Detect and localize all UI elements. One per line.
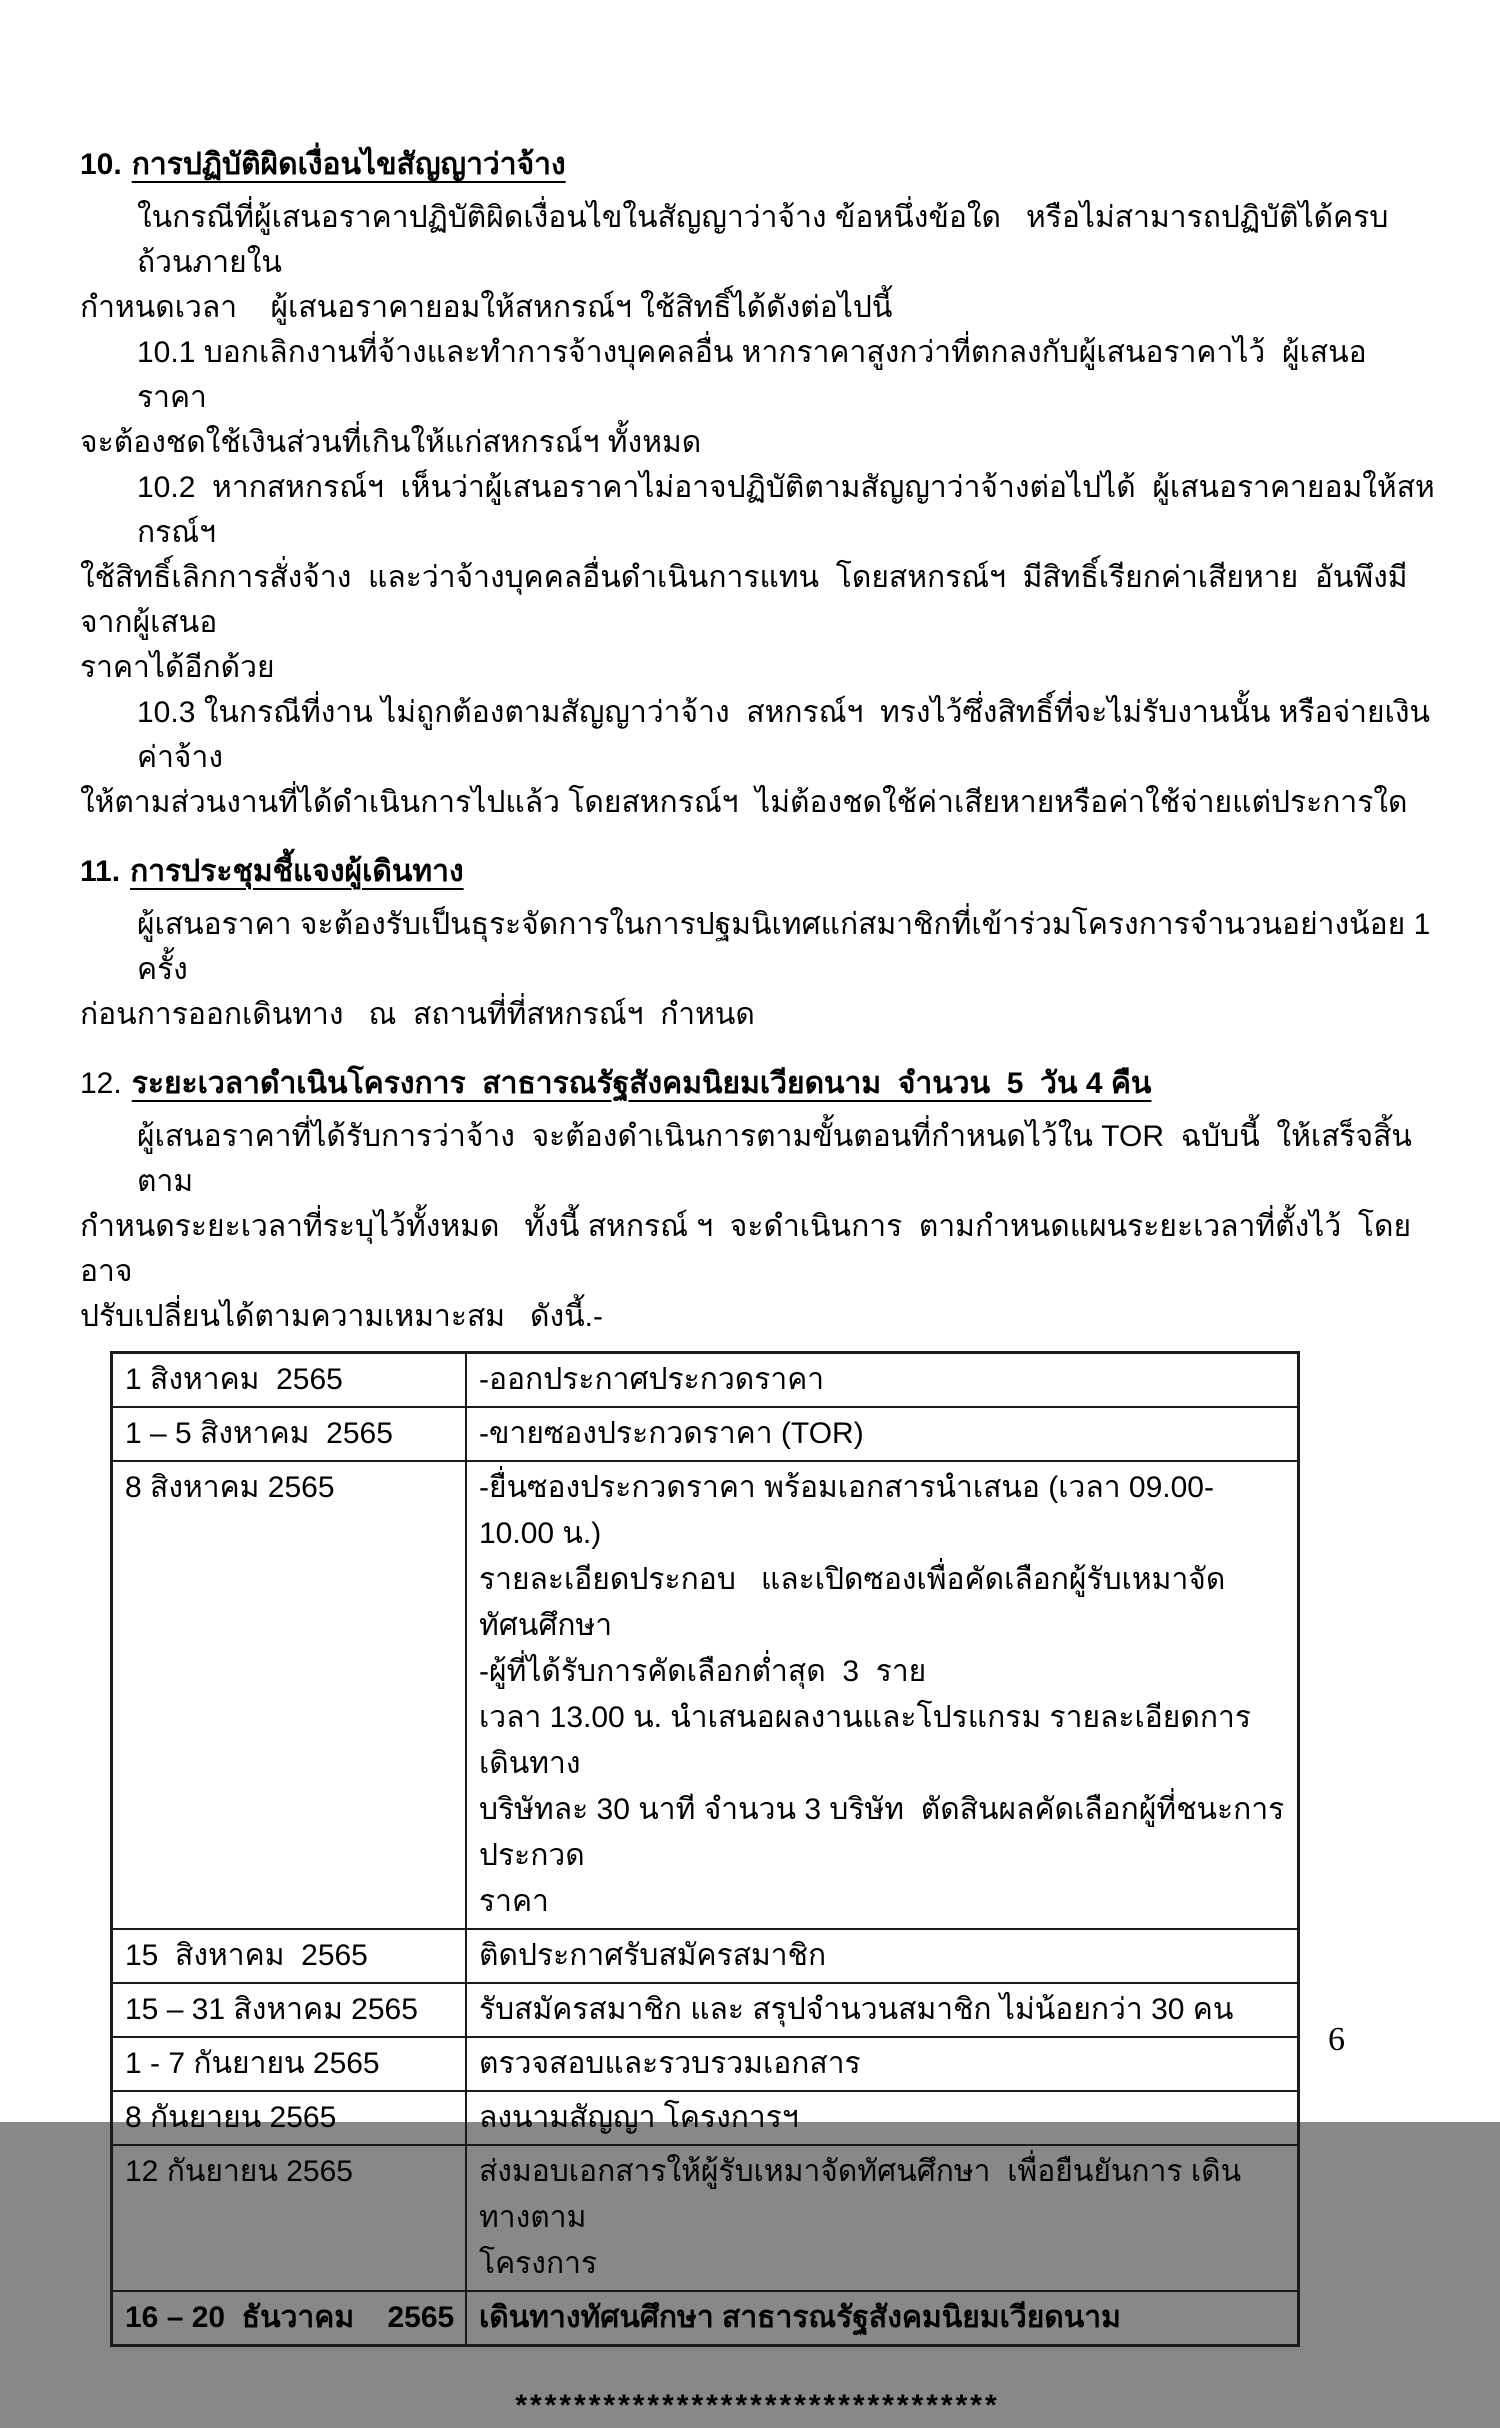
date-cell xyxy=(112,2145,467,2291)
section-11-title: การประชุมชี้แจงผู้เดินทาง xyxy=(130,855,464,888)
cell-line: รายละเอียดประกอบ และเปิดซองเพื่อคัดเลือกผู้รับเหมาจัดทัศนศึกษา xyxy=(479,1563,1226,1642)
paragraph-line: จะต้องชดใช้เงินส่วนที่เกินให้แก่สหกรณ์ฯ ทั้งหมด xyxy=(80,426,702,459)
date-cell xyxy=(112,1407,467,1461)
cell-line: โครงการ xyxy=(479,2247,598,2280)
detail-cell xyxy=(466,1407,1299,1461)
date-cell xyxy=(112,1929,467,1983)
detail-cell xyxy=(466,1353,1299,1408)
detail-cell xyxy=(466,2037,1299,2091)
table-row xyxy=(112,1983,1299,2037)
paragraph-line: ราคาได้อีกด้วย xyxy=(80,651,275,684)
detail-cell xyxy=(466,1929,1299,1983)
section-10-paragraph-10-1 xyxy=(80,330,1435,465)
date-cell xyxy=(112,2037,467,2091)
date-cell xyxy=(112,1461,467,1929)
detail-cell xyxy=(466,2291,1299,2346)
section-10-title: การปฏิบัติผิดเงื่อนไขสัญญาว่าจ้าง xyxy=(131,148,566,181)
cell-line: -ยื่นซองประกวดราคา พร้อมเอกสารนำเสนอ (เวลา 09.00-10.00 น.) xyxy=(479,1471,1214,1550)
paragraph-line: ผู้เสนอราคาที่ได้รับการว่าจ้าง จะต้องดำเนินการตามขั้นตอนที่กำหนดไว้ใน TOR ฉบับนี้ ให้เสร็จสิ้นตาม xyxy=(137,1120,1412,1198)
detail-cell xyxy=(466,2145,1299,2291)
cell-line: ตรวจสอบและรวบรวมเอกสาร xyxy=(479,2047,861,2080)
date-cell xyxy=(112,1353,467,1408)
date-cell xyxy=(112,2291,467,2346)
paragraph-line: กำหนดระยะเวลาที่ระบุไว้ทั้งหมด ทั้งนี้ สหกรณ์ ฯ จะดำเนินการ ตามกำหนดแผนระยะเวลาที่ตั้งไว้ โดยอาจ xyxy=(80,1210,1412,1288)
paragraph-line: 10.3 ในกรณีที่งาน ไม่ถูกต้องตามสัญญาว่าจ้าง สหกรณ์ฯ ทรงไว้ซึ่งสิทธิ์ที่จะไม่รับงานนั้น หรือจ่ายเงินค่าจ้าง xyxy=(137,696,1431,774)
cell-line: -ผู้ที่ได้รับการคัดเลือกต่ำสุด 3 ราย xyxy=(479,1655,927,1688)
separator-stars: ********************************* xyxy=(515,2389,1000,2422)
paragraph-line: 10.2 หากสหกรณ์ฯ เห็นว่าผู้เสนอราคาไม่อาจปฏิบัติตามสัญญาว่าจ้างต่อไปได้ ผู้เสนอราคายอมให้สหกรณ์ฯ xyxy=(137,471,1435,549)
section-10-number: 10. xyxy=(80,148,122,181)
section-12-number: 12. xyxy=(80,1067,122,1100)
paragraph-line: ให้ตามส่วนงานที่ได้ดำเนินการไปแล้ว โดยสหกรณ์ฯ ไม่ต้องชดใช้ค่าเสียหายหรือค่าใช้จ่ายแต่ประการใด xyxy=(80,786,1408,819)
table-row xyxy=(112,1929,1299,1983)
cell-line: รับสมัครสมาชิก และ สรุปจำนวนสมาชิก ไม่น้อยกว่า 30 คน xyxy=(479,1993,1234,2026)
table-row xyxy=(112,1353,1299,1408)
paragraph-line: ใช้สิทธิ์เลิกการสั่งจ้าง และว่าจ้างบุคคลอื่นดำเนินการแทน โดยสหกรณ์ฯ มีสิทธิ์เรียกค่าเสียหาย อันพึงมีจากผู้เสนอ xyxy=(80,561,1408,639)
cell-line: -ขายซองประกวดราคา (TOR) xyxy=(479,1417,864,1450)
paragraph-line: กำหนดเวลา ผู้เสนอราคายอมให้สหกรณ์ฯ ใช้สิทธิ์ได้ดังต่อไปนี้ xyxy=(80,291,893,324)
detail-cell xyxy=(466,1983,1299,2037)
section-11-number: 11. xyxy=(80,855,121,888)
cell-line: เดินทางทัศนศึกษา สาธารณรัฐสังคมนิยมเวียดนาม xyxy=(479,2301,1121,2334)
table-row xyxy=(112,1461,1299,1929)
cell-line: 1 – 5 สิงหาคม 2565 xyxy=(125,1417,393,1450)
document-content xyxy=(80,118,1447,2428)
cell-line: 16 – 20 ธันวาคม 2565 xyxy=(125,2301,455,2334)
table-row xyxy=(112,1407,1299,1461)
detail-cell xyxy=(466,1461,1299,1929)
section-11-heading xyxy=(80,849,1435,894)
paragraph-line: ปรับเปลี่ยนได้ตามความเหมาะสม ดังนี้.- xyxy=(80,1300,603,1333)
section-10-heading xyxy=(80,142,1435,187)
cell-line: เวลา 13.00 น. นำเสนอผลงานและโปรแกรม รายละเอียดการเดินทาง xyxy=(479,1701,1251,1780)
table-row xyxy=(112,2091,1299,2145)
paragraph-line: ในกรณีที่ผู้เสนอราคาปฏิบัติผิดเงื่อนไขในสัญญาว่าจ้าง ข้อหนึ่งข้อใด หรือไม่สามารถปฏิบัติได้ครบถ้วนภายใน xyxy=(137,201,1389,279)
cell-line: 8 สิงหาคม 2565 xyxy=(125,1471,335,1504)
cell-line: 1 สิงหาคม 2565 xyxy=(125,1363,343,1396)
cell-line: ติดประกาศรับสมัครสมาชิก xyxy=(479,1939,827,1972)
paragraph-line: ก่อนการออกเดินทาง ณ สถานที่ที่สหกรณ์ฯ กำหนด xyxy=(80,998,755,1031)
table-row xyxy=(112,2037,1299,2091)
date-cell xyxy=(112,1983,467,2037)
section-12-heading xyxy=(80,1061,1435,1106)
cell-line: ลงนามสัญญา โครงการฯ xyxy=(479,2101,799,2134)
cell-line: 1 - 7 กันยายน 2565 xyxy=(125,2047,380,2080)
paragraph-line: ผู้เสนอราคา จะต้องรับเป็นธุระจัดการในการปฐมนิเทศแก่สมาชิกที่เข้าร่วมโครงการจำนวนอย่างน้อย 1 ครั้ง xyxy=(137,908,1447,986)
cell-line: 15 สิงหาคม 2565 xyxy=(125,1939,368,1972)
section-10-paragraph-10-2 xyxy=(80,465,1435,690)
cell-line: 15 – 31 สิงหาคม 2565 xyxy=(125,1993,418,2026)
page-number: 6 xyxy=(1328,2021,1345,2058)
section-10-paragraph-10-3 xyxy=(80,690,1435,825)
cell-line: ส่งมอบเอกสารให้ผู้รับเหมาจัดทัศนศึกษา เพื่อยืนยันการ เดินทางตาม xyxy=(479,2155,1242,2234)
schedule-table xyxy=(110,1351,1300,2347)
paragraph-line: 10.1 บอกเลิกงานที่จ้างและทำการจ้างบุคคลอื่น หากราคาสูงกว่าที่ตกลงกับผู้เสนอราคาไว้ ผู้เสนอราคา xyxy=(137,336,1367,414)
section-11-paragraph-1 xyxy=(80,902,1447,1037)
section-12-title: ระยะเวลาดำเนินโครงการ สาธารณรัฐสังคมนิยมเวียดนาม จำนวน 5 วัน 4 คืน xyxy=(131,1067,1152,1100)
cell-line: ราคา xyxy=(479,1885,549,1918)
table-row xyxy=(112,2145,1299,2291)
date-cell xyxy=(112,2091,467,2145)
cell-line: 8 กันยายน 2565 xyxy=(125,2101,337,2134)
section-10-paragraph-1 xyxy=(80,195,1435,330)
cell-line: บริษัทละ 30 นาที จำนวน 3 บริษัท ตัดสินผลคัดเลือกผู้ที่ชนะการประกวด xyxy=(479,1793,1285,1872)
table-row xyxy=(112,2291,1299,2346)
cell-line: 12 กันยายน 2565 xyxy=(125,2155,353,2188)
detail-cell xyxy=(466,2091,1299,2145)
section-12-paragraph-1 xyxy=(80,1114,1435,1339)
cell-line: -ออกประกาศประกวดราคา xyxy=(479,1363,825,1396)
